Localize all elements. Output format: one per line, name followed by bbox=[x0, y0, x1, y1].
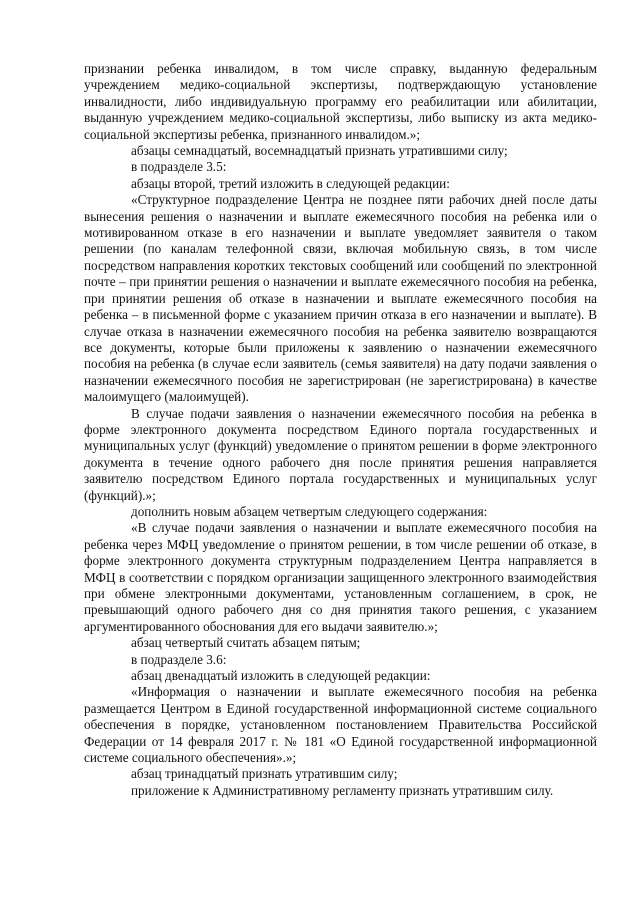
paragraph-1: признании ребенка инвалидом, в том числе справку, выданную федеральным учреждением медико-социальной экспертизы, подтверждающую установление инвалидности, либо индивидуальную программу его реабилитации или абилитации, выданную учреждением медико-социальной экспертизы, либо выписку из акта медико-социальной экспертизы ребенка, признанного инвалидом.»; bbox=[84, 61, 597, 142]
paragraph-5: «Структурное подразделение Центра не позднее пяти рабочих дней после даты вынесения решения о назначении и выплате ежемесячного пособия на ребенка или о мотивированном отказе в его назначении и выплате уведомляет заявителя о таком решении (по каналам телефонной связи, включая мобильную связь, в том числе посредством направления коротких текстовых сообщений или сообщений по электронной почте – при принятии решения о назначении и выплате ежемесячного пособия на ребенка, при принятии решения об отказе в назначении и выплате ежемесячного пособия на ребенка – в письменной форме с указанием причин отказа в его назначении и выплате). В случае отказа в назначении ежемесячного пособия на ребенка заявителю возвращаются все документы, которые были приложены к заявлению о назначении ежемесячного пособия на ребенка (в случае если заявитель (семья заявителя) на дату подачи заявления о назначении ежемесячного пособия не зарегистрирован (не зарегистрирована) в качестве малоимущего (малоимущей). bbox=[84, 192, 597, 405]
paragraph-13: абзац тринадцатый признать утратившим силу; bbox=[131, 766, 398, 782]
paragraph-12: «Информация о назначении и выплате ежемесячного пособия на ребенка размещается Центром в Единой государственной информационной системе социального обеспечения в порядке, установленном постановлением Правительства Российской Федерации от 14 февраля 2017 г. № 181 «О Единой государственной информационной системе социального обеспечения».»; bbox=[84, 684, 597, 766]
paragraph-14: приложение к Административному регламенту признать утратившим силу. bbox=[131, 782, 554, 798]
paragraph-4: абзацы второй, третий изложить в следующей редакции: bbox=[131, 175, 450, 191]
paragraph-2: абзацы семнадцатый, восемнадцатый признать утратившими силу; bbox=[131, 143, 508, 159]
paragraph-3: в подразделе 3.5: bbox=[131, 159, 227, 175]
paragraph-10: в подразделе 3.6: bbox=[131, 651, 227, 667]
paragraph-8: «В случае подачи заявления о назначении и выплате ежемесячного пособия на ребенка через МФЦ уведомление о принятом решении, в том числе решении об отказе, в форме электронного документа структурным подразделением Центра направляется в МФЦ в соответствии с порядком организации защищенного электронного взаимодействия при обмене электронными документами, установленным соглашением, в срок, не превышающий одного рабочего дня со дня принятия такого решения, с указанием аргументированного обоснования для его выдачи заявителю.»; bbox=[84, 520, 597, 634]
paragraph-11: абзац двенадцатый изложить в следующей редакции: bbox=[131, 668, 431, 684]
paragraph-9: абзац четвертый считать абзацем пятым; bbox=[131, 635, 361, 651]
paragraph-7: дополнить новым абзацем четвертым следующего содержания: bbox=[131, 503, 488, 519]
paragraph-6: В случае подачи заявления о назначении ежемесячного пособия на ребенка в форме электронного документа посредством Единого портала государственных и муниципальных услуг (функций) уведомление о принятом решении в форме электронного документа в течение одного рабочего дня после принятия решения направляется заявителю посредством Единого портала государственных и муниципальных услуг (функций).»; bbox=[84, 405, 597, 503]
